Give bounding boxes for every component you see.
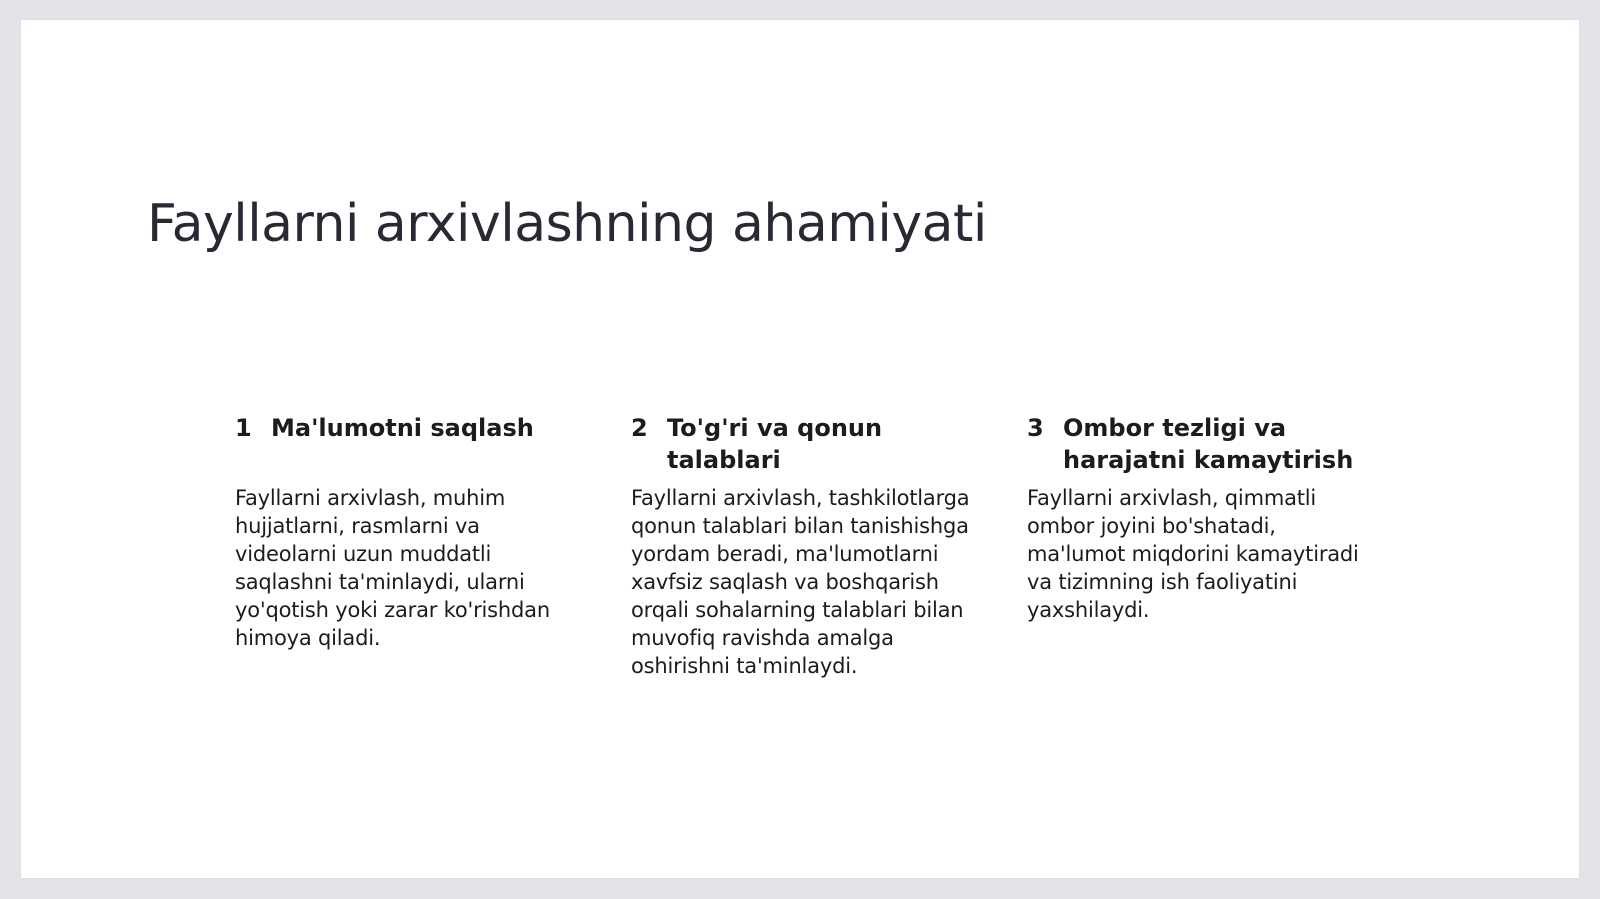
column-header	[631, 412, 976, 484]
slide-title: Fayllarni arxivlashning ahamiyati	[147, 194, 987, 254]
column-heading: Ma'lumotni saqlash	[271, 414, 534, 442]
column-number: 3	[1027, 414, 1044, 442]
column-header	[1027, 412, 1372, 484]
slide	[21, 20, 1579, 878]
column-number: 1	[235, 414, 252, 442]
info-column-2	[631, 412, 976, 680]
column-header	[235, 412, 580, 484]
column-text: Fayllarni arxivlash, muhim hujjatlarni, rasmlarni va videolarni uzun muddatli saqlashni ta'minlaydi, ularni yo'qotish yoki zarar ko'rishdan himoya qiladi.	[235, 486, 550, 650]
info-column-1	[235, 412, 580, 652]
column-heading: To'g'ri va qonun talablari	[667, 414, 883, 474]
column-number: 2	[631, 414, 648, 442]
column-text: Fayllarni arxivlash, qimmatli ombor joyini bo'shatadi, ma'lumot miqdorini kamaytiradi va tizimning ish faoliyatini yaxshilaydi.	[1027, 486, 1359, 622]
info-column-3	[1027, 412, 1372, 624]
column-text: Fayllarni arxivlash, tashkilotlarga qonun talablari bilan tanishishga yordam beradi, ma'lumotlarni xavfsiz saqlash va boshqarish orqali sohalarning talablari bilan muvofiq ravishda amalga oshirishni ta'minlaydi.	[631, 486, 970, 678]
column-heading: Ombor tezligi va harajatni kamaytirish	[1063, 414, 1354, 474]
